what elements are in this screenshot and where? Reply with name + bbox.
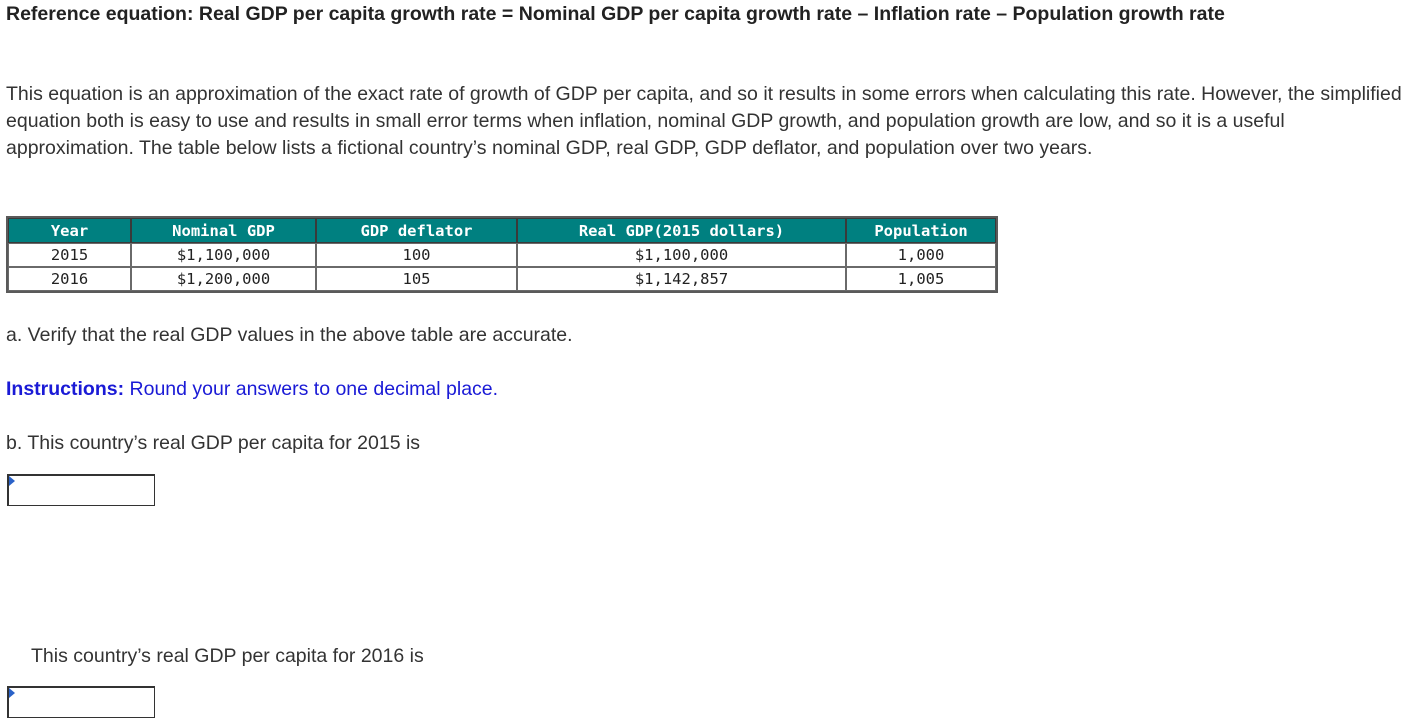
instructions: [6, 376, 498, 403]
cell-real-gdp: $1,100,000: [517, 243, 846, 267]
instructions-text: Round your answers to one decimal place.: [124, 378, 499, 400]
gdp-table-container: [6, 216, 998, 293]
reference-equation: Reference equation: Real GDP per capita growth rate = Nominal GDP per capita growth rate – Inflation rate – Population growth rate: [6, 3, 1225, 25]
header-real-gdp: Real GDP(2015 dollars): [517, 218, 846, 243]
question-a: a. Verify that the real GDP values in the above table are accurate.: [6, 324, 573, 346]
table-row: [8, 267, 996, 291]
header-nominal-gdp: Nominal GDP: [131, 218, 316, 243]
cell-gdp-deflator: 100: [316, 243, 517, 267]
cell-real-gdp: $1,142,857: [517, 267, 846, 291]
cell-nominal-gdp: $1,200,000: [131, 267, 316, 291]
gdp-per-capita-2015-input[interactable]: [9, 476, 154, 505]
header-year: Year: [8, 218, 131, 243]
header-gdp-deflator: GDP deflator: [316, 218, 517, 243]
question-b: b. This country’s real GDP per capita for 2015 is: [6, 432, 421, 454]
cell-year: 2016: [8, 267, 131, 291]
cell-population: 1,005: [846, 267, 996, 291]
cell-nominal-gdp: $1,100,000: [131, 243, 316, 267]
question-b-2016: This country’s real GDP per capita for 2016 is: [31, 645, 424, 667]
cell-gdp-deflator: 105: [316, 267, 517, 291]
header-population: Population: [846, 218, 996, 243]
instructions-lead: Instructions:: [6, 378, 125, 400]
cell-year: 2015: [8, 243, 131, 267]
table-row: [8, 243, 996, 267]
intro-paragraph: This equation is an approximation of the exact rate of growth of GDP per capita, and so it results in some errors when calculating this rate. However, the simplified equation both is easy to use and results in small error terms when inflation, nominal GDP growth, and population growth are low, and so it is a useful approximation. The table below lists a fictional country’s nominal GDP, real GDP, GDP deflator, and population over two years.: [6, 83, 1402, 159]
answer-field-2016[interactable]: [7, 686, 155, 718]
gdp-table: [6, 216, 998, 293]
gdp-per-capita-2016-input[interactable]: [9, 688, 154, 717]
table-header-row: [8, 218, 996, 243]
answer-field-2015[interactable]: [7, 474, 155, 506]
cell-population: 1,000: [846, 243, 996, 267]
